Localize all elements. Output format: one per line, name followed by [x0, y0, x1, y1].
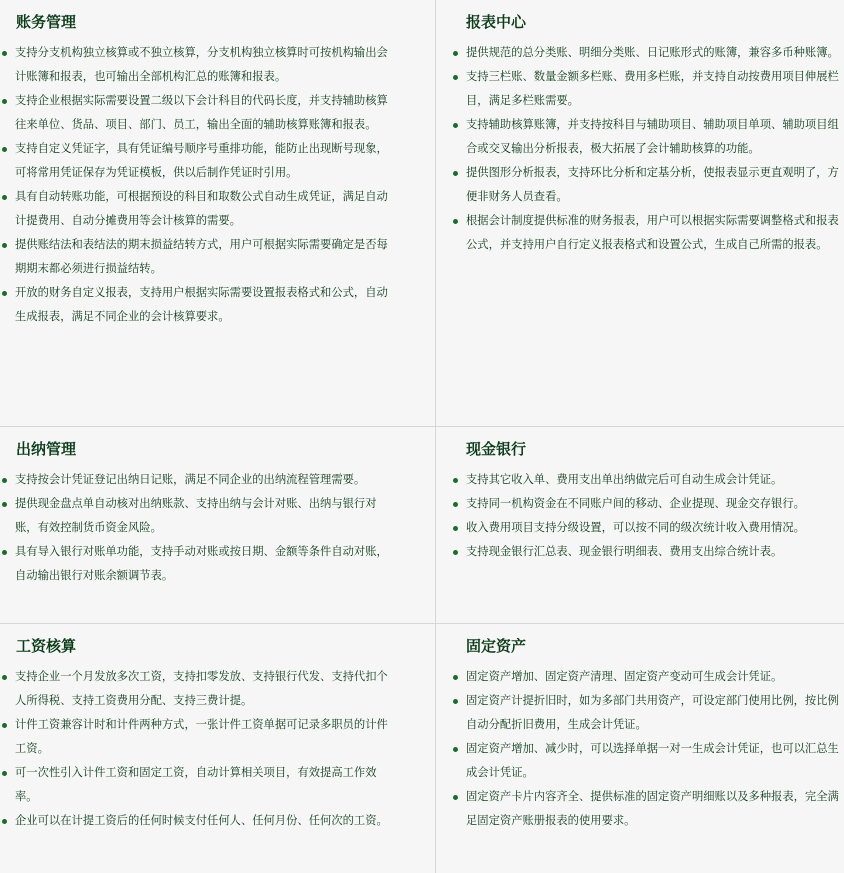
list-item	[436, 492, 844, 516]
item-text: 固定资产增加、固定资产清理、固定资产变动可生成会计凭证。	[466, 670, 783, 683]
list-item	[436, 516, 844, 540]
list-item	[436, 41, 844, 65]
item-text: 计件工资兼容计时和计件两种方式，一张计件工资单据可记录多职员的计件工资。	[15, 718, 388, 755]
bullet-icon	[2, 147, 7, 152]
list-item	[436, 468, 844, 492]
item-text: 提供图形分析报表，支持环比分析和定基分析，使报表显示更直观明了，方便非财务人员查看。	[466, 166, 839, 203]
list-item	[0, 41, 435, 89]
item-text: 支持企业根据实际需要设置二级以下会计科目的代码长度，并支持辅助核算往来单位、货品、项目、部门、员工，输出全面的辅助核算账簿和报表。	[15, 94, 388, 131]
list-item	[0, 540, 435, 588]
feature-list	[436, 468, 844, 564]
section-reports	[436, 0, 844, 426]
item-text: 具有自动转账功能，可根据预设的科目和取数公式自动生成凭证，满足自动计提费用、自动分摊费用等会计核算的需要。	[15, 190, 388, 227]
list-item	[436, 65, 844, 113]
bullet-icon	[453, 502, 458, 507]
item-text: 支持按会计凭证登记出纳日记账，满足不同企业的出纳流程管理需要。	[15, 473, 366, 486]
bullet-icon	[2, 195, 7, 200]
bullet-icon	[453, 795, 458, 800]
item-text: 支持同一机构资金在不同账户间的移动、企业提现、现金交存银行。	[466, 497, 805, 510]
section-title: 出纳管理	[16, 440, 77, 458]
section-cash-bank	[436, 427, 844, 623]
list-item	[436, 737, 844, 785]
bullet-icon	[2, 243, 7, 248]
item-text: 支持辅助核算账簿，并支持按科目与辅助项目、辅助项目单项、辅助项目组合或交叉输出分析报表，极大拓展了会计辅助核算的功能。	[466, 118, 839, 155]
bullet-icon	[2, 502, 7, 507]
bullet-icon	[2, 99, 7, 104]
list-item	[0, 137, 435, 185]
section-cashier	[0, 427, 435, 623]
feature-list	[436, 665, 844, 833]
item-text: 固定资产卡片内容齐全、提供标准的固定资产明细账以及多种报表，完全满足固定资产账册报表的使用要求。	[466, 790, 839, 827]
list-item	[0, 809, 435, 833]
bullet-icon	[453, 699, 458, 704]
item-text: 固定资产增加、减少时，可以选择单据一对一生成会计凭证，也可以汇总生成会计凭证。	[466, 742, 839, 779]
bullet-icon	[2, 51, 7, 56]
list-item	[0, 281, 435, 329]
item-text: 提供规范的总分类账、明细分类账、日记账形式的账簿，兼容多币种账簿。	[466, 46, 839, 59]
bullet-icon	[453, 219, 458, 224]
list-item	[0, 492, 435, 540]
item-text: 根据会计制度提供标准的财务报表，用户可以根据实际需要调整格式和报表公式，并支持用户自行定义报表格式和设置公式，生成自己所需的报表。	[466, 214, 839, 251]
bullet-icon	[453, 51, 458, 56]
section-title: 报表中心	[466, 13, 527, 31]
item-text: 具有导入银行对账单功能，支持手动对账或按日期、金额等条件自动对账，自动输出银行对账余额调节表。	[15, 545, 388, 582]
list-item	[0, 468, 435, 492]
list-item	[0, 665, 435, 713]
bullet-icon	[2, 819, 7, 824]
bullet-icon	[453, 747, 458, 752]
item-text: 支持自定义凭证字，具有凭证编号顺序号重排功能，能防止出现断号现象，可将常用凭证保存为凭证模板，供以后制作凭证时引用。	[15, 142, 388, 179]
bullet-icon	[453, 675, 458, 680]
bullet-icon	[453, 123, 458, 128]
list-item	[0, 89, 435, 137]
list-item	[0, 185, 435, 233]
section-title: 固定资产	[466, 637, 527, 655]
feature-list	[0, 665, 435, 833]
item-text: 提供账结法和表结法的期末损益结转方式，用户可根据实际需要确定是否每期期末都必须进行损益结转。	[15, 238, 388, 275]
bullet-icon	[2, 723, 7, 728]
item-text: 支持分支机构独立核算或不独立核算，分支机构独立核算时可按机构输出会计账簿和报表，也可输出全部机构汇总的账簿和报表。	[15, 46, 388, 83]
bullet-icon	[453, 171, 458, 176]
item-text: 支持现金银行汇总表、现金银行明细表、费用支出综合统计表。	[466, 545, 783, 558]
bullet-icon	[2, 675, 7, 680]
feature-list	[0, 468, 435, 588]
item-text: 收入费用项目支持分级设置，可以按不同的级次统计收入费用情况。	[466, 521, 805, 534]
list-item	[436, 540, 844, 564]
item-text: 可一次性引入计件工资和固定工资，自动计算相关项目，有效提高工作效率。	[15, 766, 377, 803]
section-title: 现金银行	[466, 440, 527, 458]
feature-list	[0, 41, 435, 329]
item-text: 支持其它收入单、费用支出单出纳做完后可自动生成会计凭证。	[466, 473, 783, 486]
section-fixed-assets	[436, 624, 844, 873]
item-text: 提供现金盘点单自动核对出纳账款、支持出纳与会计对账、出纳与银行对账，有效控制货币资金风险。	[15, 497, 377, 534]
bullet-icon	[453, 478, 458, 483]
bullet-icon	[2, 478, 7, 483]
list-item	[436, 113, 844, 161]
section-accounting	[0, 0, 435, 426]
list-item	[0, 713, 435, 761]
bullet-icon	[2, 291, 7, 296]
item-text: 企业可以在计提工资后的任何时候支付任何人、任何月份、任何次的工资。	[15, 814, 388, 827]
item-text: 支持企业一个月发放多次工资，支持扣零发放、支持银行代发、支持代扣个人所得税、支持工资费用分配、支持三费计提。	[15, 670, 388, 707]
bullet-icon	[453, 526, 458, 531]
list-item	[436, 209, 844, 257]
item-text: 固定资产计提折旧时，如为多部门共用资产，可设定部门使用比例，按比例自动分配折旧费用，生成会计凭证。	[466, 694, 839, 731]
bullet-icon	[2, 550, 7, 555]
list-item	[0, 233, 435, 281]
bullet-icon	[453, 550, 458, 555]
feature-list	[436, 41, 844, 257]
section-title: 工资核算	[16, 637, 77, 655]
item-text: 支持三栏账、数量金额多栏账、费用多栏账，并支持自动按费用项目伸展栏目，满足多栏账需要。	[466, 70, 839, 107]
list-item	[436, 665, 844, 689]
bullet-icon	[453, 75, 458, 80]
item-text: 开放的财务自定义报表，支持用户根据实际需要设置报表格式和公式，自动生成报表，满足不同企业的会计核算要求。	[15, 286, 388, 323]
list-item	[436, 689, 844, 737]
list-item	[436, 161, 844, 209]
section-title: 账务管理	[16, 13, 77, 31]
list-item	[436, 785, 844, 833]
list-item	[0, 761, 435, 809]
section-payroll	[0, 624, 435, 873]
bullet-icon	[2, 771, 7, 776]
